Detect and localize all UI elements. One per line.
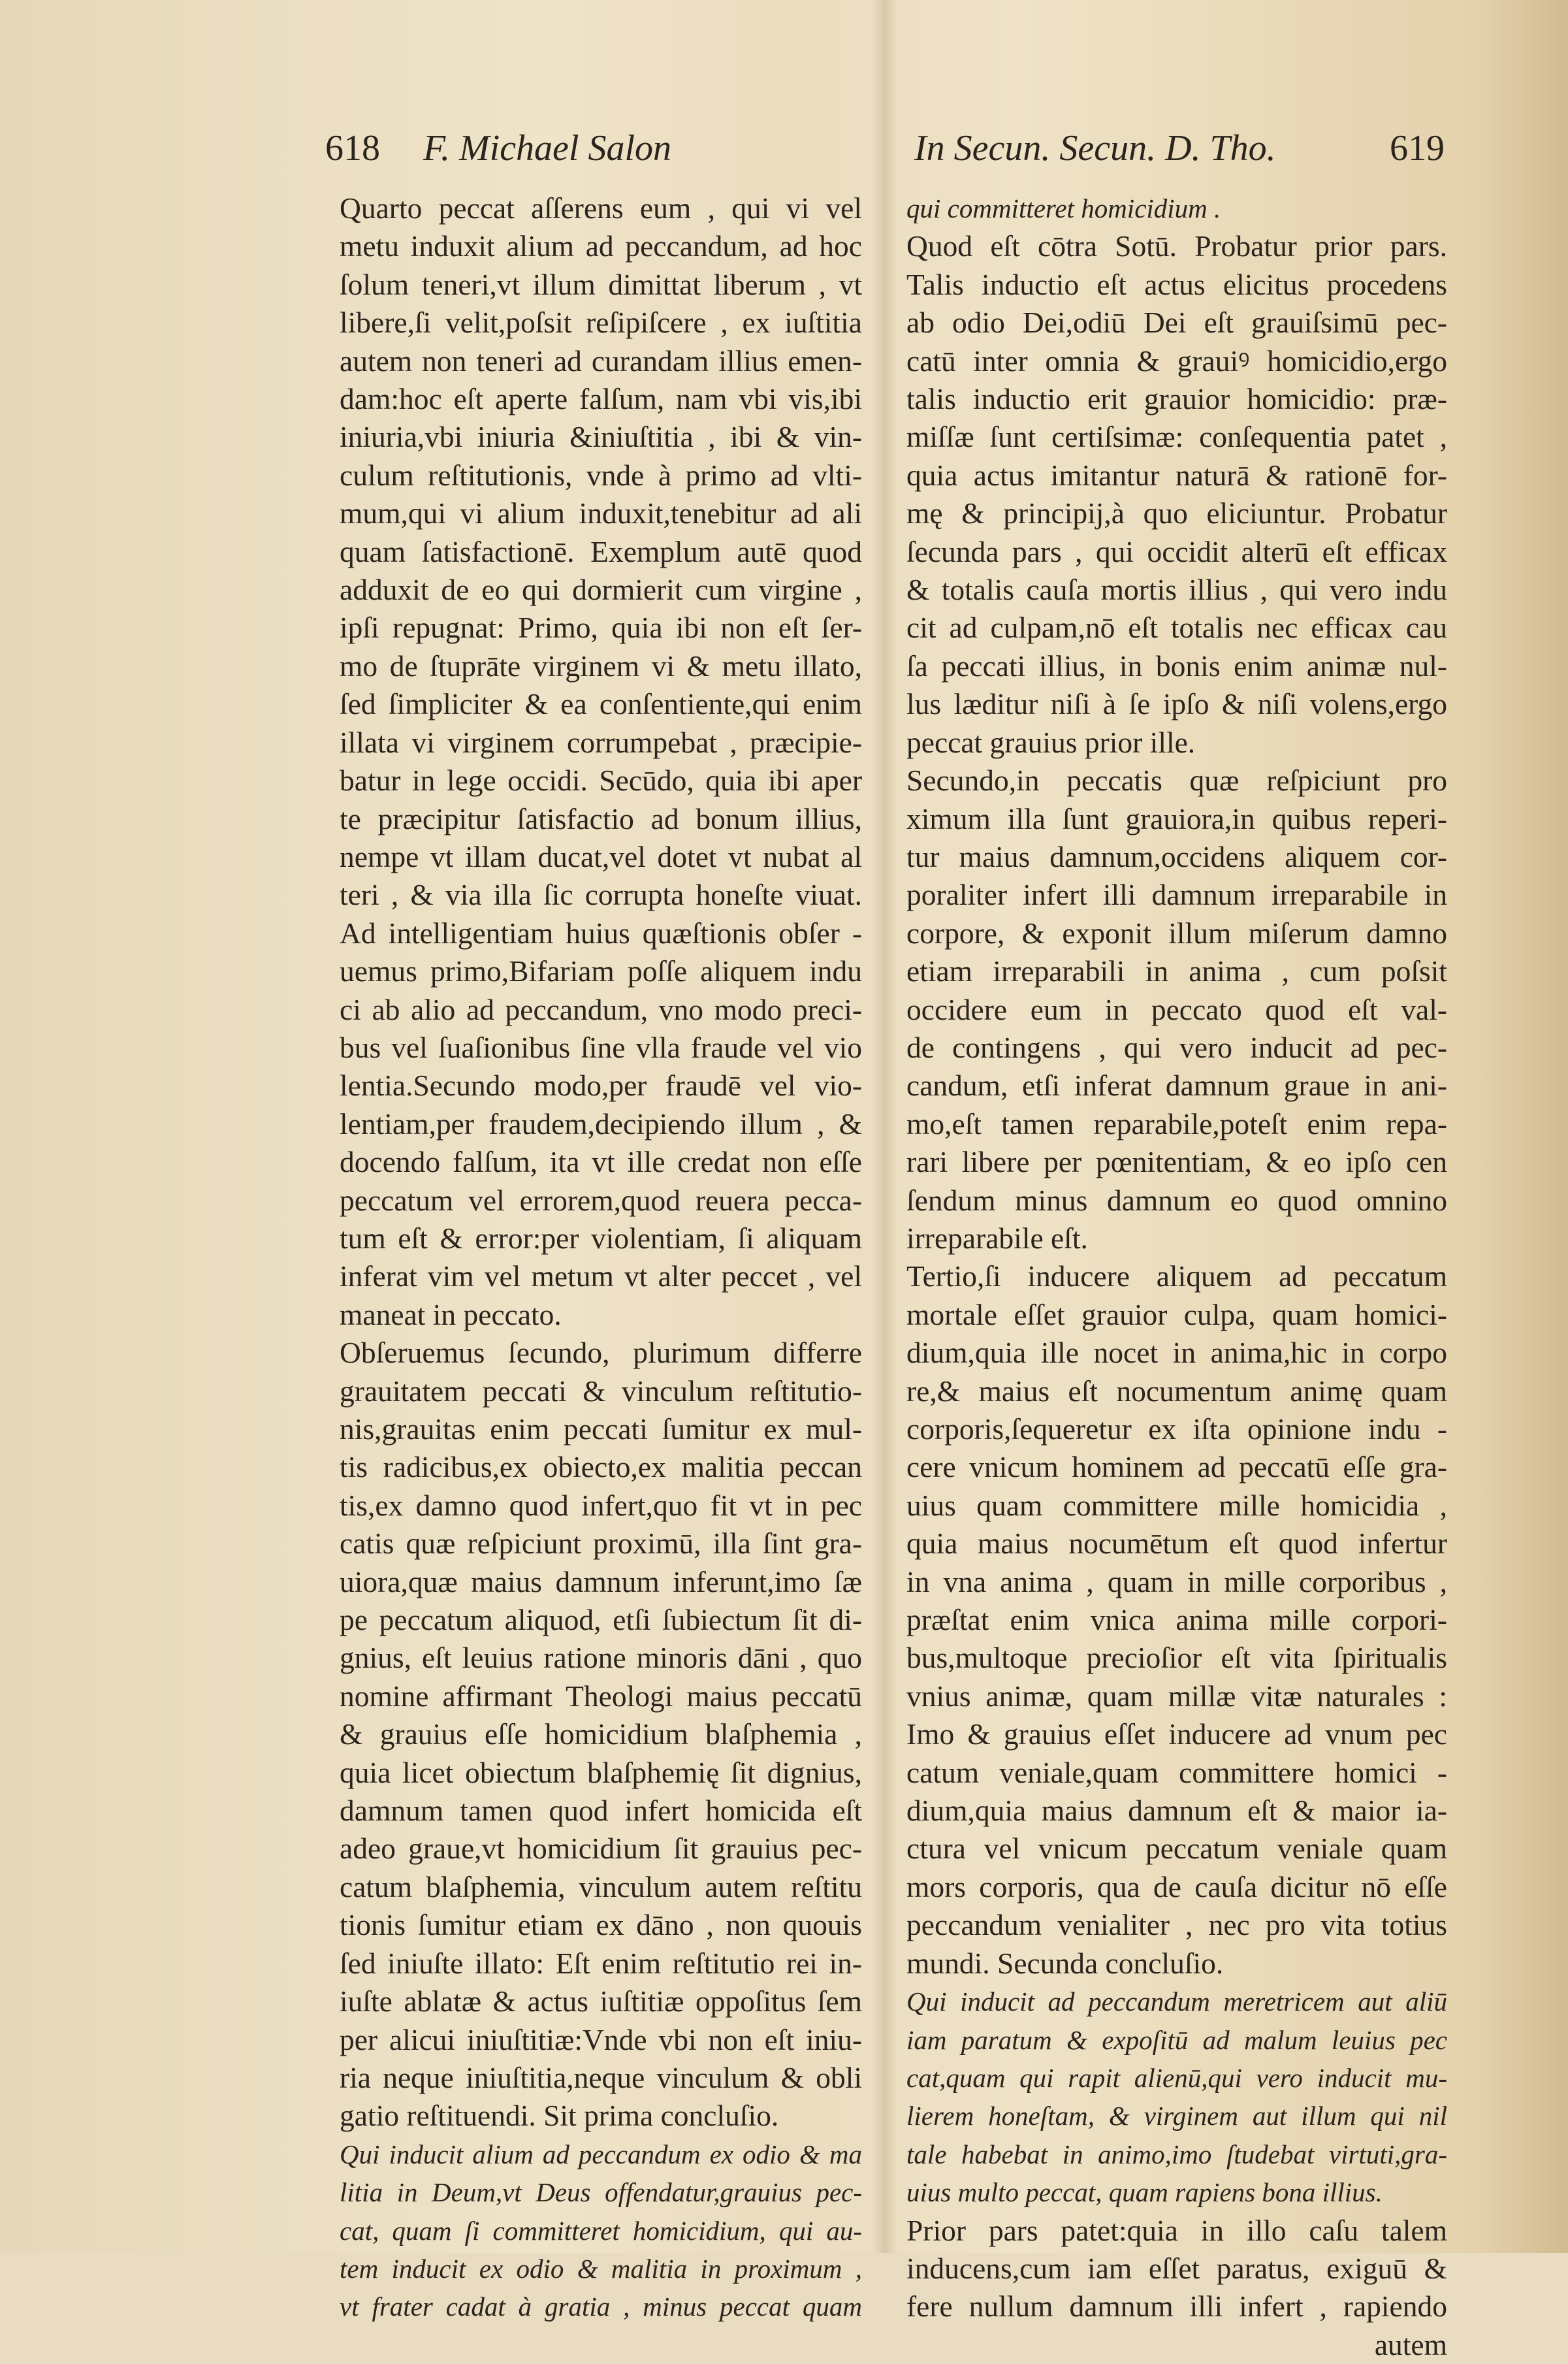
text-line: Imo & grauius eſſet inducere ad vnum pec [906,1717,1447,1751]
text-line: cat, quam ſi committeret homicidium, qui au- [340,2215,862,2246]
header-right [914,112,1276,184]
text-line: uiora,quæ maius damnum inferunt,imo ſæ [340,1564,862,1598]
text-line: per alicui iniuſtitiæ:Vnde vbi non eſt iniu- [340,2022,862,2056]
text-line: cit ad culpam,nō eſt totalis nec efficax cau [906,611,1447,645]
text-line: damnum tamen quod infert homicida eſt [340,1794,862,1828]
text-line: ſecunda pars , qui occidit alterū eſt efficax [906,534,1447,568]
text-line: tis,ex damno quod infert,quo fit vt in pec [340,1488,862,1522]
text-line: grauitatem peccati & vinculum reſtitutio- [340,1374,862,1408]
text-line: gatio reſtituendi. Sit prima concluſio. [340,2099,779,2133]
text-line: vnius animæ, quam millæ vitæ naturales : [906,1679,1447,1713]
text-line: lentiam,per fraudem,decipiendo illum , & [340,1107,862,1141]
text-line: ſed iniuſte illato: Eſt enim reſtitutio rei in- [340,1946,862,1980]
paper-edge-stain [1477,0,1568,2253]
text-line: bus vel ſuaſionibus ſine vlla fraude vel vio [340,1030,862,1064]
text-line: catum veniale,quam committere homici - [906,1755,1447,1789]
text-line: talis inductio erit grauior homicidio: præ- [906,382,1447,416]
text-line: & totalis cauſa mortis illius , qui vero indu [906,573,1447,607]
text-line: illata vi virginem corrumpebat , præcipie- [340,725,862,759]
page-number-left: 618 [325,128,380,169]
text-line: ipſi repugnat: Primo, quia ibi non eſt ſer- [340,611,862,645]
header-right-number [1390,112,1445,184]
text-line: tionis ſumitur etiam ex dāno , non quouis [340,1908,862,1942]
text-line: Prior pars patet:quia in illo caſu talem [906,2213,1447,2247]
text-line: mors corporis, qua de cauſa dicitur nō eſſe [906,1870,1447,1903]
text-line: catis quæ reſpiciunt proximū, illa ſint gra- [340,1527,862,1561]
text-line: corporis,ſequeretur ex iſta opinione indu - [906,1412,1447,1446]
text-line: rari libere per pœnitentiam, & eo ipſo cen [906,1145,1447,1179]
text-line: te præcipitur ſatisfactio ad bonum illius, [340,801,862,835]
text-column-left [340,189,862,2326]
text-line: bus,multoque precioſior eſt vita ſpiritualis [906,1641,1447,1675]
text-line: Qui inducit ad peccandum meretricem aut aliū [906,1986,1447,2017]
text-line: inducens,cum iam eſſet paratus, exiguū & [906,2251,1447,2285]
text-line: occidere eum in peccato quod eſt val- [906,992,1447,1026]
text-line: teri , & via illa ſic corrupta honeſte viuat. [340,878,862,912]
text-line: docendo falſum, ita vt ille credat non eſſe [340,1145,862,1179]
text-line: ctura vel vnicum peccatum veniale quam [906,1832,1447,1866]
text-line: præſtat enim vnica anima mille corpori- [906,1603,1447,1637]
text-line: uemus primo,Bifariam poſſe aliquem indu [340,954,862,988]
text-line: culum reſtitutionis, vnde à primo ad vlti- [340,458,862,492]
text-line: quia actus imitantur naturā & rationē for- [906,458,1447,492]
text-line: litia in Deum,vt Deus offendatur,grauius pec- [340,2177,862,2208]
header-left [325,112,671,184]
text-line: mo,eſt tamen reparabile,poteſt enim repa- [906,1107,1447,1141]
text-line: mo de ſtuprāte virginem vi & metu illato, [340,649,862,683]
text-line: vt frater cadat à gratia , minus peccat quam [340,2291,862,2322]
text-line: mundi. Secunda concluſio. [906,1946,1224,1980]
text-line: autem non teneri ad curandam illius emen- [340,344,862,378]
text-line: ci ab alio ad peccandum, vno modo preci- [340,992,862,1026]
text-line: lierem honeſtam, & virginem aut illum qui nil [906,2101,1447,2131]
text-line: autem [1374,2327,1447,2361]
text-line: re,& maius eſt nocumentum animę quam [906,1374,1447,1408]
text-line: & grauius eſſe homicidium blaſphemia , [340,1717,862,1751]
text-line: tur maius damnum,occidens aliquem cor- [906,839,1447,873]
text-line: mum,qui vi alium induxit,tenebitur ad ali [340,496,862,530]
text-line: lentia.Secundo modo,per fraudē vel vio- [340,1069,862,1103]
text-line: cat,quam qui rapit alienū,qui vero inducit mu- [906,2062,1447,2093]
text-line: iam paratum & expoſitū ad malum leuius pec [906,2024,1447,2055]
text-line: irreparabile eſt. [906,1221,1088,1255]
text-line: peccatum vel errorem,quod reuera pecca- [340,1183,862,1217]
text-line: Quarto peccat aſſerens eum , qui vi vel [340,191,862,225]
text-line: nomine affirmant Theologi maius peccatū [340,1679,862,1713]
text-column-right [906,189,1447,2364]
text-line: batur in lege occidi. Secūdo, quia ibi aper [340,764,862,798]
running-title-left: F. Michael Salon [423,128,672,169]
text-line: tem inducit ex odio & malitia in proximum , [340,2253,862,2284]
text-line: poraliter infert illi damnum irreparabile in [906,878,1447,912]
text-line: adduxit de eo qui dormierit cum virgine , [340,573,862,607]
text-line: etiam irreparabili in anima , cum poſsit [906,954,1447,988]
text-line: miſſæ ſunt certiſsimæ: conſequentia patet , [906,420,1447,454]
text-line: iniuria,vbi iniuria &iniuſtitia , ibi & vin- [340,420,862,454]
text-line: ſolum teneri,vt illum dimittat liberum , vt [340,267,862,301]
text-line: quam ſatisfactionē. Exemplum autē quod [340,534,862,568]
text-line: Ad intelligentiam huius quæſtionis obſer - [340,916,862,950]
text-line: dium,quia ille nocet in anima,hic in corpo [906,1336,1447,1370]
text-line: ximum illa ſunt grauiora,in quibus reperi- [906,801,1447,835]
text-line: Quod eſt cōtra Sotū. Probatur prior pars. [906,229,1447,263]
text-line: tis radicibus,ex obiecto,ex malitia peccan [340,1450,862,1484]
text-line: peccandum venialiter , nec pro vita totius [906,1908,1447,1942]
text-line: Obſeruemus ſecundo, plurimum differre [340,1336,862,1370]
text-line: catum blaſphemia, vinculum autem reſtitu [340,1870,862,1903]
running-title-right: In Secun. Secun. D. Tho. [914,128,1276,169]
text-line: dium,quia maius damnum eſt & maior ia- [906,1794,1447,1828]
text-line: mortale eſſet grauior culpa, quam homici- [906,1297,1447,1331]
text-line: fere nullum damnum illi infert , rapiendo [906,2290,1447,2324]
page-number-right: 619 [1390,128,1445,169]
text-line: libere,ſi velit,poſsit reſipiſcere , ex iuſtitia [340,306,862,340]
text-line: Secundo,in peccatis quæ reſpiciunt pro [906,764,1447,798]
text-line: qui committeret homicidium . [906,193,1221,223]
text-line: uius quam committere mille homicidia , [906,1488,1447,1522]
text-line: iuſte ablatæ & actus iuſtitiæ oppoſitus ſem [340,1984,862,2018]
text-line: ab odio Dei,odiū Dei eſt grauiſsimū pec- [906,306,1447,340]
text-line: tum eſt & error:per violentiam, ſi aliquam [340,1221,862,1255]
text-line: dam:hoc eſt aperte falſum, nam vbi vis,ibi [340,382,862,416]
text-line: nis,grauitas enim peccati ſumitur ex mul- [340,1412,862,1446]
text-line: metu induxit alium ad peccandum, ad hoc [340,229,862,263]
text-line: ſed ſimpliciter & ea conſentiente,qui enim [340,687,862,721]
text-line: ria neque iniuſtitia,neque vinculum & obli [340,2060,862,2094]
text-line: mę & principij,à quo eliciuntur. Probatur [906,496,1447,530]
text-line: inferat vim vel metum vt alter peccet , vel [340,1259,862,1293]
text-line: quia maius nocumētum eſt quod infertur [906,1527,1447,1561]
page-gutter [872,0,898,2253]
text-line: Talis inductio eſt actus elicitus procedens [906,267,1447,301]
text-line: in vna anima , quam in mille corporibus , [906,1564,1447,1598]
text-line: ſendum minus damnum eo quod omnino [906,1183,1447,1217]
text-line: Qui inducit alium ad peccandum ex odio & ma [340,2139,862,2169]
text-line: ſa peccati illius, in bonis enim animæ nul- [906,649,1447,683]
text-line: uius multo peccat, quam rapiens bona illius. [906,2177,1383,2208]
text-line: corpore, & exponit illum miſerum damno [906,916,1447,950]
text-line: quia licet obiectum blaſphemię ſit dignius, [340,1755,862,1789]
text-line: lus læditur niſi à ſe ipſo & niſi volens,ergo [906,687,1447,721]
text-line: cere vnicum hominem ad peccatū eſſe gra- [906,1450,1447,1484]
text-line: catū inter omnia & grauiꝰ homicidio,ergo [906,344,1447,378]
text-line: peccat grauius prior ille. [906,725,1196,759]
text-line: pe peccatum aliquod, etſi ſubiectum ſit di- [340,1603,862,1637]
text-line: nempe vt illam ducat,vel dotet vt nubat al [340,839,862,873]
text-line: maneat in peccato. [340,1297,562,1331]
text-line: adeo graue,vt homicidium ſit grauius pec- [340,1832,862,1866]
text-line: Tertio,ſi inducere aliquem ad peccatum [906,1259,1447,1293]
text-line: tale habebat in animo,imo ſtudebat virtuti,gra- [906,2139,1447,2169]
text-line: candum, etſi inferat damnum graue in ani- [906,1069,1447,1103]
text-line: de contingens , qui vero inducit ad pec- [906,1030,1447,1064]
text-line: gnius, eſt leuius ratione minoris dāni , quo [340,1641,862,1675]
